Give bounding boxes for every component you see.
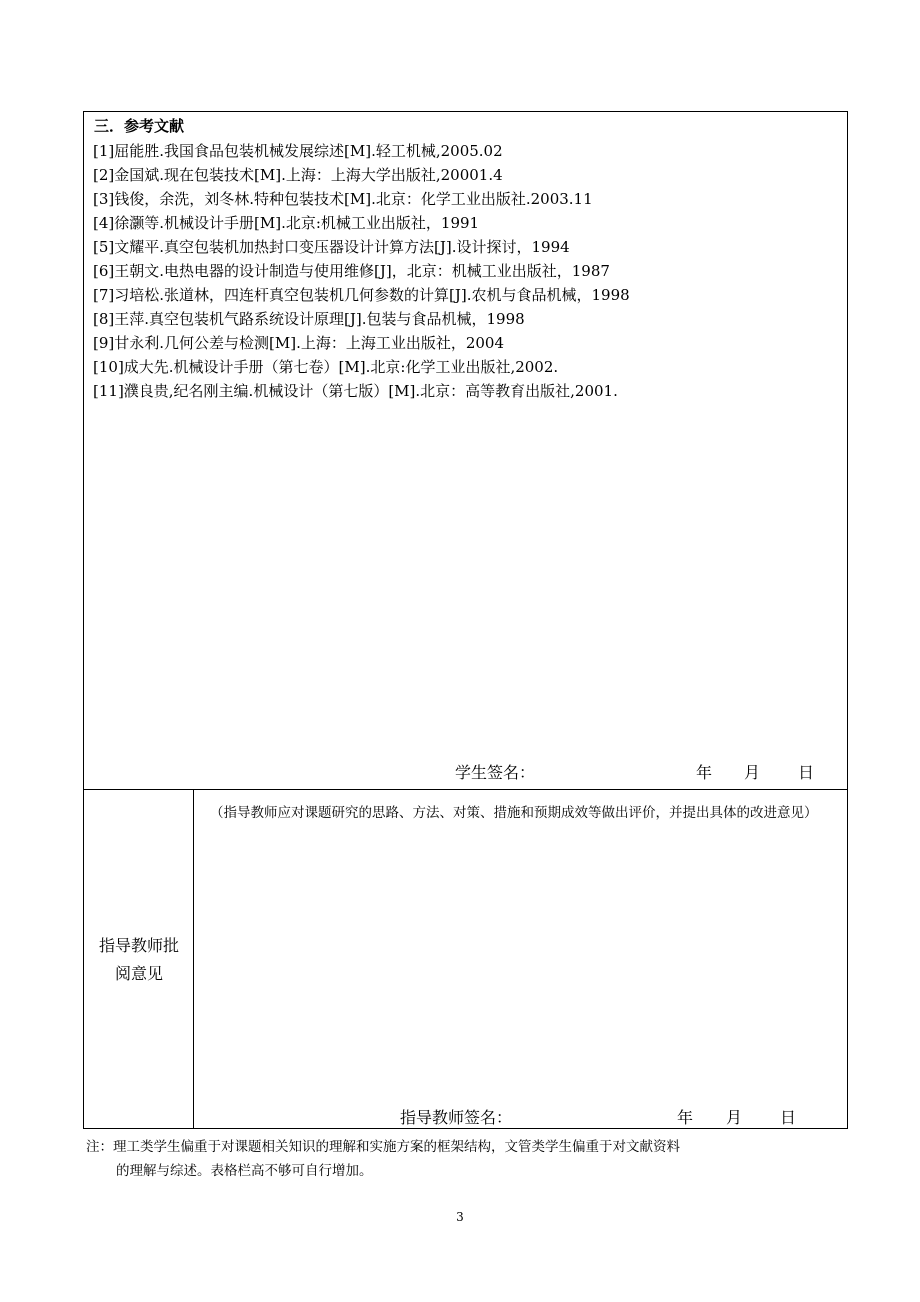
- footnote-line2: 的理解与综述。表格栏高不够可自行增加。: [116, 1163, 373, 1179]
- reference-item: [6]王朝文.电热电器的设计制造与使用维修[J]，北京：机械工业出版社，1987: [93, 262, 610, 280]
- form-table: [83, 111, 848, 1129]
- reference-item: [2]金国斌.现在包装技术[M].上海：上海大学出版社,20001.4: [93, 166, 503, 184]
- page-number: 3: [456, 1210, 464, 1224]
- reference-item: [3]钱俊，余洗，刘冬林.特种包装技术[M].北京：化学工业出版社.2003.11: [93, 190, 593, 208]
- footnote-line1: 注：理工类学生偏重于对课题相关知识的理解和实施方案的框架结构，文管类学生偏重于对文献资料: [86, 1139, 680, 1155]
- reference-item: [5]文耀平.真空包装机加热封口变压器设计计算方法[J].设计探讨，1994: [93, 238, 570, 256]
- reference-item: [8]王萍.真空包装机气路系统设计原理[J].包装与食品机械，1998: [93, 310, 525, 328]
- row-divider: [84, 789, 847, 790]
- footnote: [86, 1135, 680, 1183]
- advisor-label-line1: 指导教师批: [98, 936, 179, 955]
- advisor-comment-label: [84, 932, 194, 988]
- reference-item: [9]甘永利.几何公差与检测[M].上海：上海工业出版社，2004: [93, 334, 505, 352]
- reference-item: [1]屈能胜.我国食品包装机械发展综述[M].轻工机械,2005.02: [93, 142, 503, 160]
- advisor-signature-year: 年: [677, 1108, 694, 1127]
- student-signature-day: 日: [798, 763, 815, 782]
- advisor-signature-day: 日: [780, 1108, 797, 1127]
- reference-list: [93, 139, 630, 403]
- advisor-signature-label: 指导教师签名：: [400, 1108, 513, 1127]
- student-signature-year: 年: [696, 763, 713, 782]
- advisor-signature-month: 月: [726, 1108, 743, 1127]
- reference-item: [11]濮良贵,纪名刚主编.机械设计（第七版）[M].北京：高等教育出版社,2001.: [93, 382, 618, 400]
- student-signature-label: 学生签名：: [455, 763, 536, 782]
- reference-item: [4]徐灏等.机械设计手册[M].北京:机械工业出版社，1991: [93, 214, 480, 232]
- references-title: 三．参考文献: [94, 117, 185, 135]
- advisor-label-line2: 阅意见: [114, 964, 163, 983]
- reference-item: [7]习培松.张道林，四连杆真空包装机几何参数的计算[J].农机与食品机械，1998: [93, 286, 630, 304]
- reference-item: [10]成大先.机械设计手册（第七卷）[M].北京:化学工业出版社,2002.: [93, 358, 559, 376]
- advisor-comment-hint: （指导教师应对课题研究的思路、方法、对策、措施和预期成效等做出评价，并提出具体的改进意见）: [210, 805, 818, 821]
- student-signature-month: 月: [744, 763, 761, 782]
